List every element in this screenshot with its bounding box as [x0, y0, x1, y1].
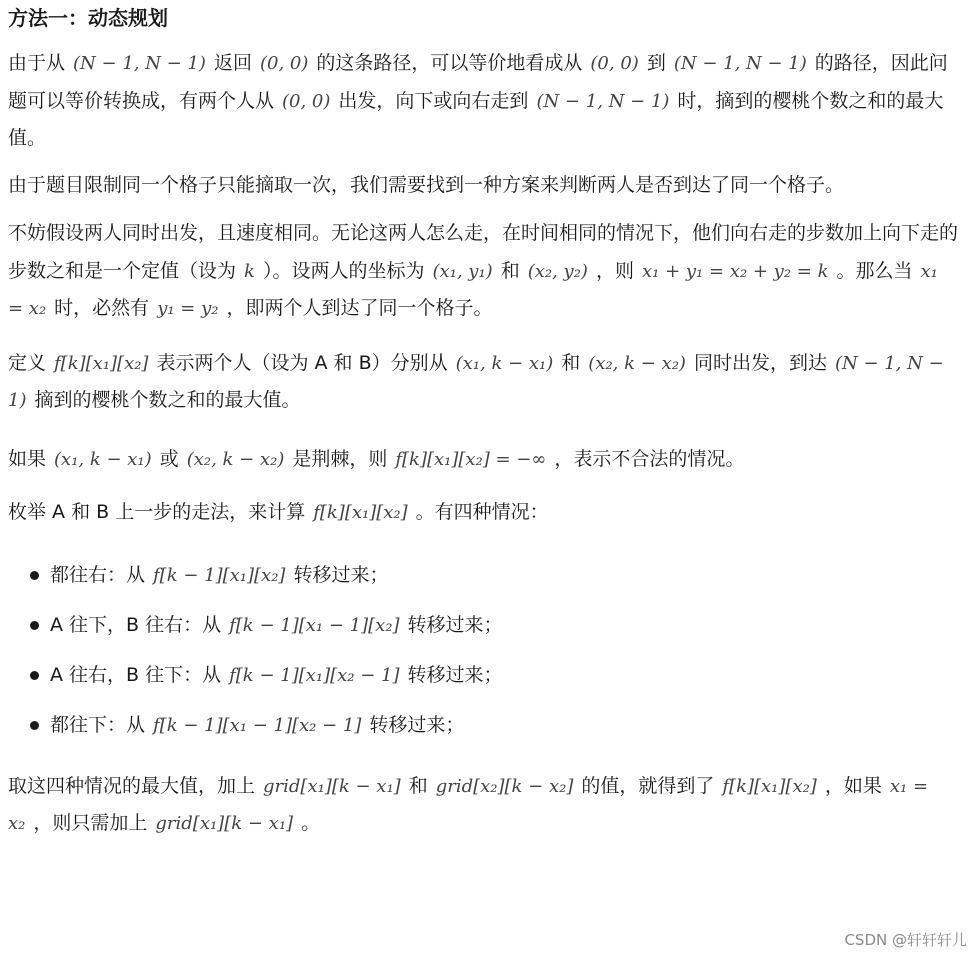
- text: 表示两个人（设为 A 和 B）分别从: [156, 351, 448, 374]
- text: 是荆棘，则: [292, 447, 388, 470]
- math: f[k − 1][x₁][x₂ − 1]: [229, 664, 400, 686]
- math: x₁ = x₂: [8, 775, 929, 834]
- math: x₁ = x₂: [8, 260, 938, 319]
- math: (x₂, y₂): [527, 260, 588, 282]
- math: grid[x₁][k − x₁]: [155, 813, 294, 834]
- text: ，则: [595, 259, 634, 282]
- math: (x₂, k − x₂): [186, 448, 285, 470]
- math: (0, 0): [282, 90, 331, 112]
- text: 的路径，因此问题可以等价转换成，有两个人从: [8, 52, 948, 112]
- text: A 往下，B 往右：从: [50, 613, 222, 636]
- math: f[k − 1][x₁ − 1][x₂ − 1]: [153, 714, 362, 736]
- math: x₁ + y₁ = x₂ + y₂ = k: [641, 260, 829, 282]
- math: grid[x₁][k − x₁]: [263, 775, 401, 797]
- paragraph-path-equivalence: [8, 45, 958, 158]
- text: 如果: [8, 447, 47, 470]
- paragraph-thorn-case: [8, 441, 958, 479]
- text: 时，必然有: [54, 297, 150, 319]
- text: 定义: [8, 351, 47, 374]
- math: (x₁, y₁): [432, 260, 493, 282]
- text: 由于题目限制同一个格子只能摘取一次，我们需要找到一种方案来判断两人是否到达了同一个格子。: [8, 173, 845, 196]
- math: k: [244, 260, 255, 282]
- text: 由于从: [8, 52, 66, 74]
- text: 。有四种情况：: [415, 501, 549, 523]
- math: (x₁, k − x₁): [54, 448, 152, 470]
- watermark: CSDN @轩轩轩儿: [844, 931, 967, 949]
- paragraph-cell-constraint: [8, 167, 958, 205]
- math: (0, 0): [259, 53, 309, 74]
- text: ，则只需加上: [33, 812, 148, 834]
- math: f[k][x₁][x₂]: [54, 352, 149, 374]
- text: 时，摘到的樱桃个数之和的最大值。: [8, 89, 944, 149]
- bullet-icon: [30, 671, 39, 680]
- math: f[k][x₁][x₂] = −∞: [395, 448, 547, 470]
- text: ，表示不合法的情况。: [554, 447, 745, 470]
- text: 不妨假设两人同时出发，且速度相同。无论这两人怎么走，在时间相同的情况下，他们向右走的步数加上向下走的步数之和是一个定值（设为: [8, 222, 959, 282]
- math: f[k][x₁][x₂]: [722, 775, 817, 797]
- bullet-icon: [30, 721, 39, 730]
- math: (N − 1, N − 1): [73, 53, 206, 74]
- list-item: [30, 700, 958, 750]
- text: 枚举 A 和 B 上一步的走法，来计算: [8, 501, 306, 523]
- math: f[k − 1][x₁ − 1][x₂]: [229, 614, 400, 636]
- math: f[k][x₁][x₂]: [313, 502, 408, 523]
- math: (N − 1, N − 1): [8, 352, 944, 411]
- math: (N − 1, N − 1): [536, 90, 670, 112]
- text: 取这四种情况的最大值，加上: [8, 774, 256, 797]
- paragraph-enumerate: [8, 494, 958, 532]
- text: 都往下：从: [50, 713, 146, 736]
- math: y₁ = y₂: [157, 298, 219, 319]
- math: grid[x₂][k − x₂]: [435, 775, 574, 797]
- text: A 往右，B 往下：从: [50, 663, 222, 686]
- math: (x₁, k − x₁): [455, 352, 554, 374]
- text: ）。设两人的坐标为: [262, 259, 425, 282]
- paragraph-same-speed: [8, 215, 958, 328]
- text: 的这条路径，可以等价地看成从: [316, 52, 583, 74]
- text: 。: [301, 812, 321, 834]
- math: (N − 1, N − 1): [673, 53, 807, 74]
- text: 转移过来；: [407, 663, 503, 686]
- section-title: 方法一：动态规划: [8, 6, 168, 30]
- text: 和: [500, 259, 520, 282]
- bullet-icon: [30, 621, 39, 630]
- text: 和: [561, 351, 581, 374]
- math: (x₂, k − x₂): [588, 352, 686, 374]
- list-item: [30, 550, 958, 600]
- text: ，如果: [824, 774, 882, 797]
- text: 转移过来；: [293, 563, 389, 586]
- paragraph-state-definition: [8, 345, 958, 420]
- text: 返回: [213, 52, 252, 74]
- paragraph-conclusion: [8, 768, 958, 843]
- text: 出发，向下或向右走到: [338, 89, 529, 112]
- list-item: [30, 650, 958, 700]
- text: 。那么当: [836, 259, 913, 282]
- text: 同时出发，到达: [693, 351, 827, 374]
- math: (0, 0): [590, 53, 639, 74]
- text: 和: [408, 774, 428, 797]
- math: f[k − 1][x₁][x₂]: [153, 564, 286, 586]
- text: 摘到的樱桃个数之和的最大值。: [34, 389, 301, 411]
- text: 到: [646, 52, 666, 74]
- list-item: [30, 600, 958, 650]
- text: 的值，就得到了: [581, 774, 715, 797]
- text: 转移过来；: [407, 613, 503, 636]
- transition-list: [8, 550, 958, 750]
- text: ，即两个人到达了同一个格子。: [226, 297, 493, 319]
- text: 都往右：从: [50, 563, 146, 586]
- text: 或: [159, 447, 179, 470]
- article-body: [8, 0, 958, 843]
- text: 转移过来；: [369, 713, 465, 736]
- bullet-icon: [30, 571, 39, 580]
